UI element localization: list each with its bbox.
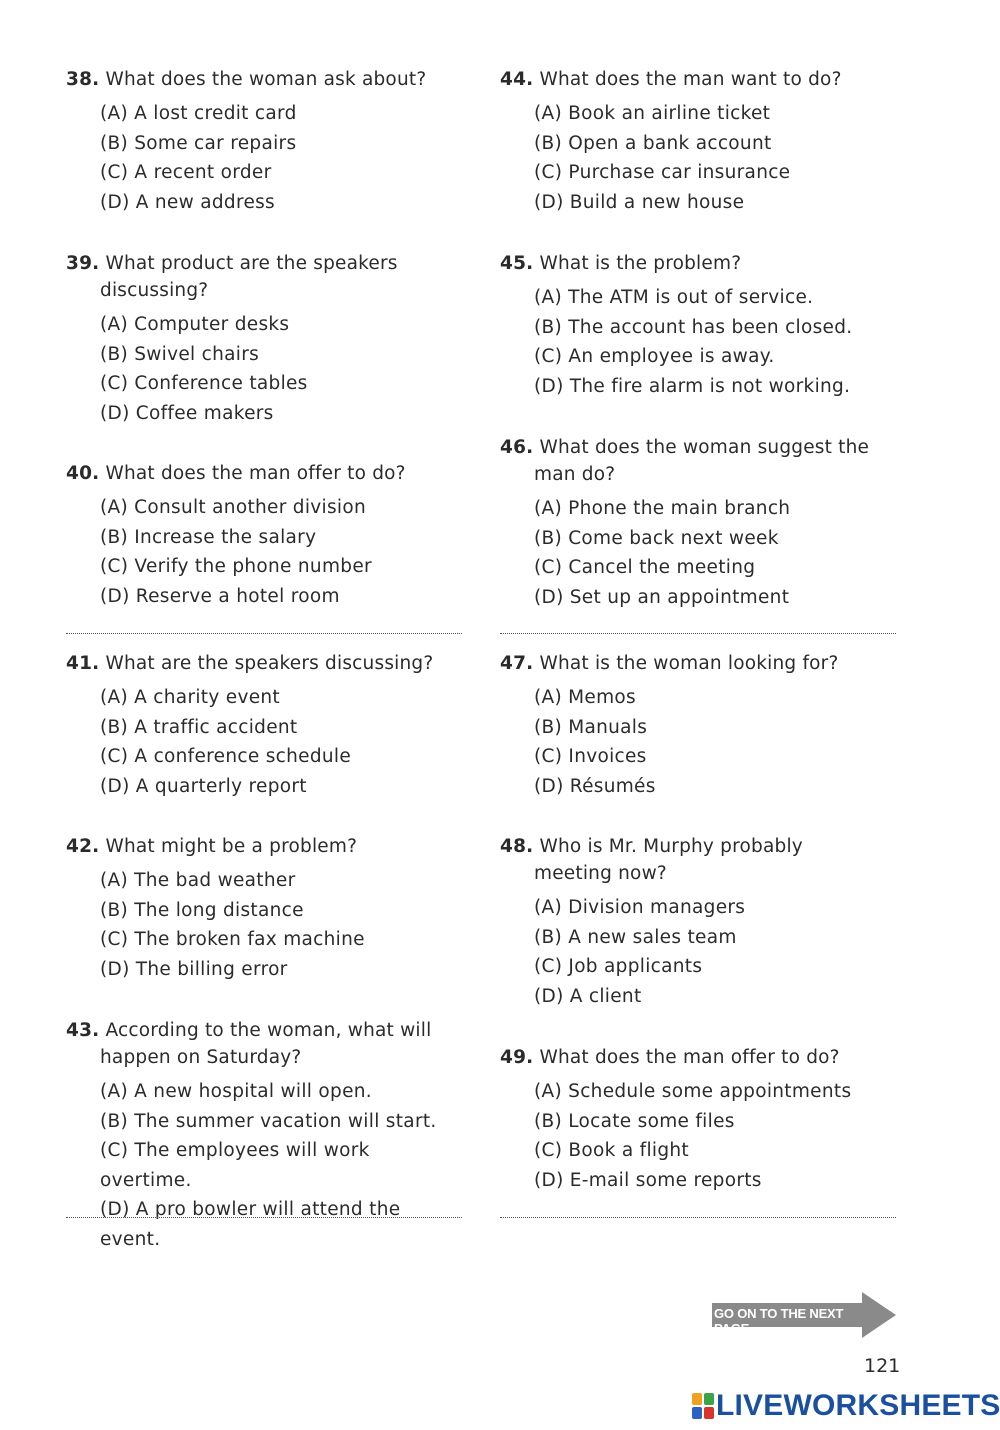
question-stem xyxy=(500,250,900,277)
question-text: What is the woman looking for? xyxy=(539,653,839,674)
answer-option[interactable]: (D) Reserve a hotel room xyxy=(100,585,340,607)
answer-option[interactable]: (A) Phone the main branch xyxy=(534,498,791,519)
answer-options xyxy=(534,283,900,401)
question-text: According to the woman, what will happen on Saturday? xyxy=(100,1020,432,1068)
answer-option[interactable]: (B) The long distance xyxy=(100,899,304,921)
answer-option[interactable]: (A) Division managers xyxy=(534,897,746,918)
question-text: What are the speakers discussing? xyxy=(105,653,434,674)
liveworksheets-logo-icon xyxy=(692,1393,714,1419)
question-text: What does the man want to do? xyxy=(539,69,842,90)
answer-option[interactable]: (A) A charity event xyxy=(100,687,280,708)
question-48 xyxy=(500,833,880,1011)
answer-option[interactable]: (A) Memos xyxy=(534,687,636,708)
answer-option[interactable]: (D) E-mail some reports xyxy=(534,1169,762,1191)
answer-option[interactable]: (D) Build a new house xyxy=(534,191,745,213)
brand-name: LIVEWORKSHEETS xyxy=(716,1389,1000,1422)
question-stem xyxy=(66,833,466,860)
answer-options xyxy=(100,310,426,428)
question-stem xyxy=(66,650,466,677)
answer-options xyxy=(100,1077,446,1254)
question-stem xyxy=(500,833,880,887)
question-number: 47. xyxy=(500,653,534,674)
answer-option[interactable]: (B) Locate some files xyxy=(534,1110,735,1132)
question-46 xyxy=(500,434,904,612)
answer-option[interactable]: (D) A client xyxy=(534,985,642,1007)
answer-option[interactable]: (B) Some car repairs xyxy=(100,132,297,154)
answer-options xyxy=(534,494,904,612)
question-text: What does the man offer to do? xyxy=(539,1047,840,1068)
section-divider xyxy=(66,633,462,634)
answer-options xyxy=(100,493,466,611)
liveworksheets-brand xyxy=(692,1388,1000,1424)
answer-option[interactable]: (B) Manuals xyxy=(534,716,648,738)
answer-option[interactable]: (D) A pro bowler will attend the event. xyxy=(100,1199,401,1250)
answer-option[interactable]: (B) The summer vacation will start. xyxy=(100,1110,437,1132)
question-40 xyxy=(66,460,466,611)
question-number: 46. xyxy=(500,437,534,458)
answer-option[interactable]: (B) Open a bank account xyxy=(534,132,772,154)
answer-option[interactable]: (A) Computer desks xyxy=(100,314,290,335)
section-divider xyxy=(500,633,896,634)
section-divider xyxy=(66,1217,462,1218)
question-43 xyxy=(66,1017,446,1254)
answer-option[interactable]: (C) The broken fax machine xyxy=(100,929,365,950)
question-number: 39. xyxy=(66,253,100,274)
answer-option[interactable]: (D) A quarterly report xyxy=(100,775,307,797)
question-text: What is the problem? xyxy=(539,253,742,274)
question-stem xyxy=(66,66,466,93)
answer-option[interactable]: (A) Consult another division xyxy=(100,497,366,518)
question-text: What might be a problem? xyxy=(105,836,358,857)
next-page-label[interactable]: GO ON TO THE NEXT PAGE xyxy=(714,1306,844,1336)
answer-option[interactable]: (C) Verify the phone number xyxy=(100,556,372,577)
answer-option[interactable]: (C) Purchase car insurance xyxy=(534,162,791,183)
question-number: 38. xyxy=(66,69,100,90)
answer-options xyxy=(100,99,466,217)
answer-option[interactable]: (A) The ATM is out of service. xyxy=(534,287,814,308)
answer-option[interactable]: (D) A new address xyxy=(100,191,275,213)
answer-option[interactable]: (D) Set up an appointment xyxy=(534,586,790,608)
question-text: What does the woman ask about? xyxy=(105,69,427,90)
question-38 xyxy=(66,66,466,217)
question-number: 44. xyxy=(500,69,534,90)
question-number: 43. xyxy=(66,1020,100,1041)
question-45 xyxy=(500,250,900,401)
question-number: 49. xyxy=(500,1047,534,1068)
question-stem xyxy=(66,250,426,304)
answer-options xyxy=(100,683,466,801)
question-number: 42. xyxy=(66,836,100,857)
question-stem xyxy=(500,650,900,677)
question-number: 48. xyxy=(500,836,534,857)
answer-option[interactable]: (B) A new sales team xyxy=(534,926,737,948)
answer-options xyxy=(534,683,900,801)
question-stem xyxy=(500,1044,900,1071)
page-number: 121 xyxy=(864,1355,901,1377)
answer-options xyxy=(534,893,880,1011)
answer-options xyxy=(100,866,466,984)
answer-option[interactable]: (B) Come back next week xyxy=(534,527,779,549)
question-text: Who is Mr. Murphy probably meeting now? xyxy=(534,836,803,884)
question-47 xyxy=(500,650,900,801)
question-39 xyxy=(66,250,426,428)
question-number: 45. xyxy=(500,253,534,274)
question-49 xyxy=(500,1044,900,1195)
answer-option[interactable]: (D) Coffee makers xyxy=(100,402,274,424)
question-stem xyxy=(500,66,900,93)
answer-option[interactable]: (A) The bad weather xyxy=(100,870,296,891)
question-text: What does the woman suggest the man do? xyxy=(534,437,870,485)
question-number: 41. xyxy=(66,653,100,674)
answer-options xyxy=(534,99,900,217)
question-text: What product are the speakers discussing? xyxy=(100,253,398,301)
answer-option[interactable]: (B) Increase the salary xyxy=(100,526,317,548)
answer-option[interactable]: (D) The fire alarm is not working. xyxy=(534,375,851,397)
answer-option[interactable]: (C) A recent order xyxy=(100,162,272,183)
answer-option[interactable]: (A) A lost credit card xyxy=(100,103,297,124)
answer-option[interactable]: (A) Book an airline ticket xyxy=(534,103,771,124)
answer-option[interactable]: (C) An employee is away. xyxy=(534,346,775,367)
answer-option[interactable]: (B) The account has been closed. xyxy=(534,316,853,338)
answer-option[interactable]: (A) Schedule some appointments xyxy=(534,1081,852,1102)
answer-option[interactable]: (C) Job applicants xyxy=(534,956,703,977)
answer-options xyxy=(534,1077,900,1195)
answer-option[interactable]: (B) Swivel chairs xyxy=(100,343,260,365)
question-number: 40. xyxy=(66,463,100,484)
answer-option[interactable]: (C) Cancel the meeting xyxy=(534,557,756,578)
answer-option[interactable]: (C) Conference tables xyxy=(100,373,308,394)
question-stem xyxy=(66,460,466,487)
answer-option[interactable]: (A) A new hospital will open. xyxy=(100,1081,372,1102)
answer-option[interactable]: (B) A traffic accident xyxy=(100,716,298,738)
section-divider xyxy=(500,1217,896,1218)
question-stem xyxy=(66,1017,446,1071)
answer-option[interactable]: (C) The employees will work overtime. xyxy=(100,1140,370,1191)
question-41 xyxy=(66,650,466,801)
question-44 xyxy=(500,66,900,217)
answer-option[interactable]: (D) Résumés xyxy=(534,775,656,797)
answer-option[interactable]: (C) Invoices xyxy=(534,746,647,767)
question-stem xyxy=(500,434,904,488)
question-42 xyxy=(66,833,466,984)
answer-option[interactable]: (C) Book a flight xyxy=(534,1140,689,1161)
answer-option[interactable]: (D) The billing error xyxy=(100,958,288,980)
question-text: What does the man offer to do? xyxy=(105,463,406,484)
answer-option[interactable]: (C) A conference schedule xyxy=(100,746,352,767)
